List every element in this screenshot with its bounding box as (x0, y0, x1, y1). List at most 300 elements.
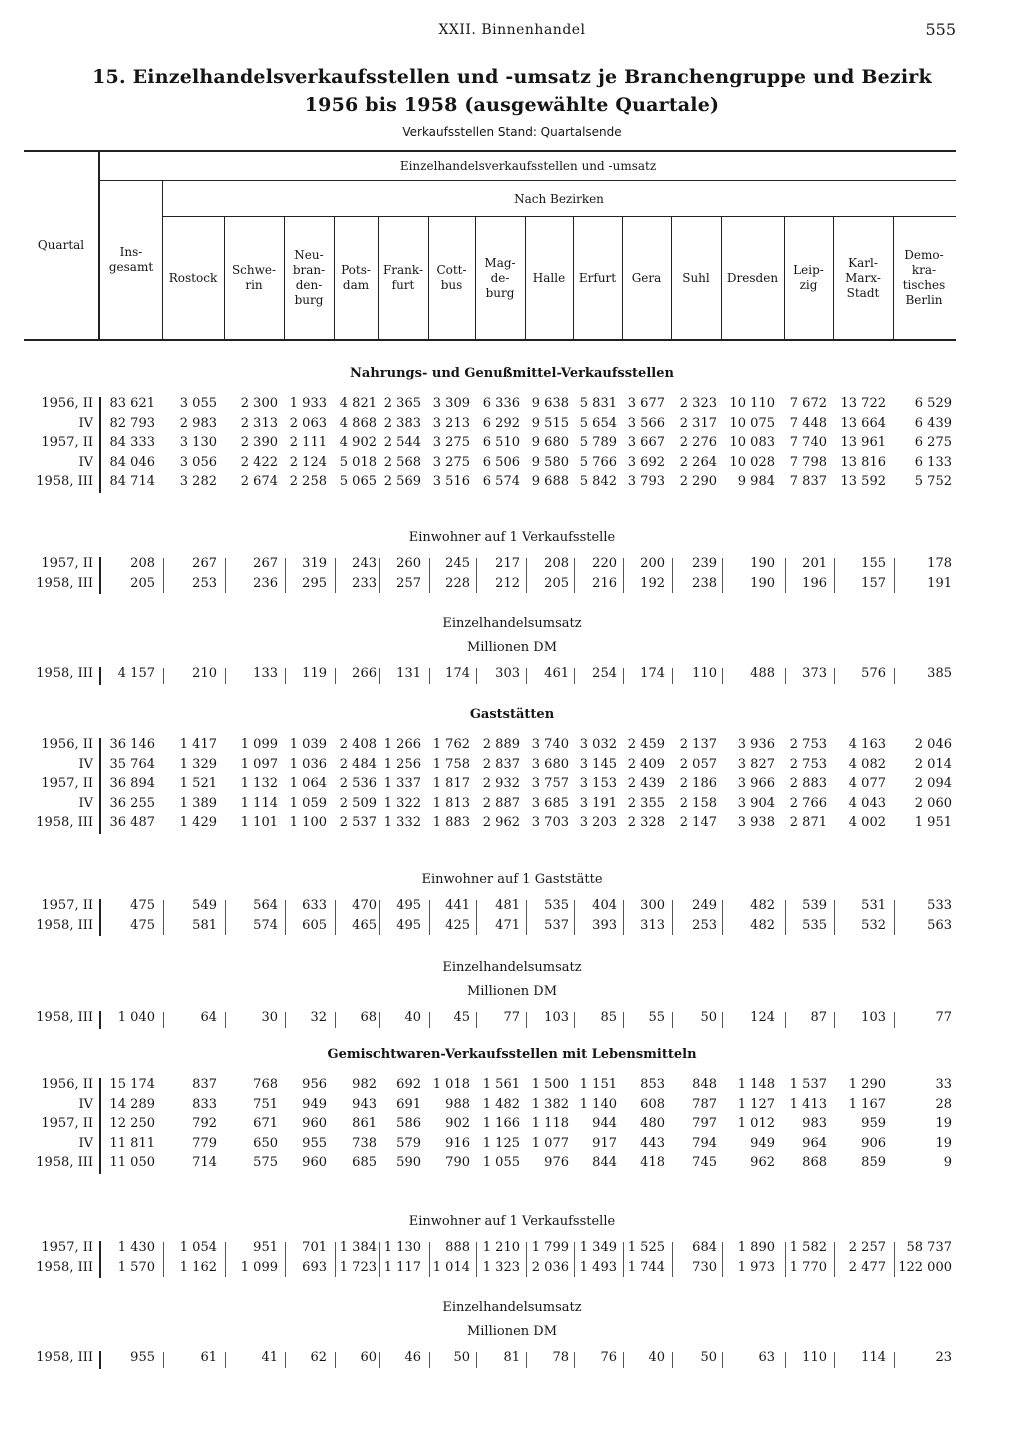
table-cell: 1 570 (117, 1259, 155, 1275)
table-cell: 3 153 (579, 776, 617, 791)
table-cell: 1 290 (848, 1077, 886, 1092)
table-cell: 2 409 (627, 756, 665, 772)
table-cell: 238 (692, 575, 717, 591)
table-cell: 1 799 (531, 1240, 569, 1255)
table-cell: 2 328 (627, 815, 665, 830)
column-header (671, 218, 721, 338)
table-cell: 4 868 (339, 415, 377, 431)
table-cell: 7 448 (789, 415, 827, 431)
table-cell: 119 (302, 666, 327, 681)
table-note: Verkaufsstellen Stand: Quartalsende (402, 125, 622, 139)
table-cell: 787 (692, 1096, 717, 1112)
table-cell: 3 827 (737, 756, 775, 772)
group-header-label: Einzelhandelsverkaufsstellen und -umsatz (399, 158, 657, 173)
table-cell: 9 638 (531, 396, 569, 411)
section-title: Gemischtwaren-Verkaufsstellen mit Lebensmitteln (327, 1047, 697, 1062)
column-tick (476, 900, 477, 935)
column-tick (894, 668, 895, 684)
column-tick (285, 668, 286, 684)
table-cell: 2 147 (679, 815, 717, 830)
table-cell: 64 (200, 1010, 217, 1025)
nach-bezirken-header (162, 182, 956, 216)
table-cell: 190 (750, 556, 775, 571)
table-row (0, 898, 960, 918)
table-cell: 30 (261, 1010, 278, 1025)
column-tick (785, 558, 786, 593)
table-cell: 2 408 (339, 737, 377, 752)
quarter-label: 1958, III (36, 1350, 93, 1365)
table-cell: 5 654 (579, 415, 617, 431)
table-cell: 2 317 (679, 415, 717, 431)
column-header-line: Mag- (484, 255, 516, 270)
table-cell: 3 793 (627, 474, 665, 489)
table-cell: 2 766 (789, 795, 827, 811)
table-cell: 797 (692, 1116, 717, 1131)
table-cell: 50 (700, 1010, 717, 1025)
table-cell: 2 837 (482, 756, 520, 772)
table-cell: 790 (445, 1155, 470, 1170)
column-header (428, 218, 475, 338)
quartal-header (24, 152, 98, 338)
table-cell: 943 (352, 1096, 377, 1112)
table-row (0, 796, 960, 816)
table-cell: 220 (592, 556, 617, 571)
table-cell: 2 014 (914, 756, 952, 772)
table-cell: 983 (802, 1116, 827, 1131)
table-cell: 633 (302, 898, 327, 913)
table-cell: 257 (396, 575, 421, 591)
table-cell: 751 (253, 1096, 278, 1112)
table-cell: 174 (445, 666, 470, 681)
table-cell: 563 (927, 917, 952, 933)
column-tick (163, 1012, 164, 1028)
table-cell: 2 509 (339, 795, 377, 811)
table-cell: 1 167 (848, 1096, 886, 1112)
column-header-line: Demo- (904, 248, 944, 262)
quarter-label: 1957, II (41, 556, 93, 571)
table-cell: 233 (352, 575, 377, 591)
section-title: Einwohner auf 1 Verkaufsstelle (408, 530, 616, 545)
table-cell: 730 (692, 1259, 717, 1275)
table-cell: 1 770 (789, 1259, 827, 1275)
table-cell: 2 753 (789, 737, 827, 752)
column-tick (623, 668, 624, 684)
column-tick (722, 1012, 723, 1028)
table-row (0, 474, 960, 494)
table-row (0, 435, 960, 455)
column-header (284, 218, 334, 338)
table-cell: 848 (692, 1077, 717, 1092)
column-tick (526, 900, 527, 935)
table-cell: 470 (352, 898, 377, 913)
column-header-line: Berlin (905, 293, 943, 307)
quartal-header-label: Quartal (37, 237, 85, 252)
table-cell: 2 036 (531, 1259, 569, 1275)
table-cell: 3 282 (179, 474, 217, 489)
table-cell: 671 (253, 1116, 278, 1131)
table-cell: 103 (861, 1010, 886, 1025)
table-cell: 1 012 (737, 1116, 775, 1131)
table-cell: 373 (802, 666, 827, 681)
table-cell: 2 137 (679, 737, 717, 752)
quarter-label: 1957, II (41, 1240, 93, 1255)
quarter-label: 1957, II (41, 1116, 93, 1131)
table-cell: 1 332 (383, 815, 421, 830)
table-cell: 1 117 (383, 1259, 421, 1275)
table-cell: 1 323 (482, 1259, 520, 1275)
column-tick (574, 900, 575, 935)
table-cell: 46 (404, 1350, 421, 1365)
table-cell: 2 674 (240, 474, 278, 489)
table-cell: 1 055 (482, 1155, 520, 1170)
column-tick (379, 558, 380, 593)
column-tick (379, 1352, 380, 1368)
column-tick (574, 668, 575, 684)
table-cell: 84 046 (109, 454, 155, 470)
table-row (0, 666, 960, 686)
table-cell: 110 (692, 666, 717, 681)
table-cell: 1 384 (339, 1240, 377, 1255)
table-cell: 178 (927, 556, 952, 571)
nach-bezirken-label: Nach Bezirken (514, 191, 604, 206)
table-cell: 4 002 (848, 815, 886, 830)
table-cell: 2 568 (383, 454, 421, 470)
column-tick (894, 1352, 895, 1368)
table-cell: 3 904 (737, 795, 775, 811)
table-cell: 62 (310, 1350, 327, 1365)
table-cell: 249 (692, 898, 717, 913)
table-cell: 50 (700, 1350, 717, 1365)
table-row (0, 576, 960, 596)
column-header-line: bus (440, 278, 463, 292)
column-tick (163, 1242, 164, 1277)
table-cell: 888 (445, 1240, 470, 1255)
table-cell: 480 (640, 1116, 665, 1131)
column-header (378, 218, 428, 338)
column-tick (335, 1012, 336, 1028)
table-cell: 5 831 (579, 396, 617, 411)
quarter-label: 1958, III (36, 474, 93, 489)
table-cell: 253 (692, 917, 717, 933)
table-cell: 9 (943, 1155, 952, 1170)
table-row (0, 815, 960, 835)
table-cell: 313 (640, 917, 665, 933)
stub-rule (99, 557, 101, 594)
table-cell: 693 (302, 1259, 327, 1275)
table-cell: 174 (640, 666, 665, 681)
column-tick (526, 668, 527, 684)
table-cell: 216 (592, 575, 617, 591)
quarter-label: IV (78, 415, 93, 431)
column-tick (335, 900, 336, 935)
table-cell: 3 056 (179, 454, 217, 470)
table-row (0, 776, 960, 796)
column-tick (285, 558, 286, 593)
table-cell: 114 (861, 1350, 886, 1365)
table-cell: 576 (861, 666, 886, 681)
table-cell: 2 459 (627, 737, 665, 752)
table-cell: 196 (802, 575, 827, 591)
column-header-line: Suhl (682, 270, 710, 285)
table-cell: 5 789 (579, 435, 617, 450)
column-tick (429, 1012, 430, 1028)
table-cell: 205 (544, 575, 569, 591)
table-cell: 81 (503, 1350, 520, 1365)
table-cell: 2 932 (482, 776, 520, 791)
column-header-line: Schwe- (231, 263, 277, 277)
column-tick (429, 558, 430, 593)
table-cell: 2 323 (679, 396, 717, 411)
table-cell: 1 125 (482, 1135, 520, 1151)
column-tick (379, 668, 380, 684)
table-cell: 1 430 (117, 1240, 155, 1255)
table-cell: 13 592 (840, 474, 886, 489)
table-cell: 5 752 (914, 474, 952, 489)
table-row (0, 1240, 960, 1260)
stub-rule (99, 397, 101, 493)
table-cell: 1 817 (432, 776, 470, 791)
table-cell: 418 (640, 1155, 665, 1170)
table-cell: 714 (192, 1155, 217, 1170)
table-cell: 13 816 (840, 454, 886, 470)
quarter-label: 1956, II (41, 396, 93, 411)
table-cell: 4 157 (117, 666, 155, 681)
column-header-line: Neu- (294, 248, 324, 262)
table-cell: 404 (592, 898, 617, 913)
column-tick (526, 1352, 527, 1368)
column-tick (574, 1352, 575, 1368)
table-cell: 959 (861, 1116, 886, 1131)
table-cell: 549 (192, 898, 217, 913)
table-cell: 1 210 (482, 1240, 520, 1255)
table-cell: 6 574 (482, 474, 520, 489)
section-unit: Millionen DM (466, 1324, 558, 1339)
column-tick (785, 1352, 786, 1368)
table-cell: 1 099 (240, 1259, 278, 1275)
table-cell: 6 529 (914, 396, 952, 411)
table-cell: 217 (495, 556, 520, 571)
table-cell: 988 (445, 1096, 470, 1112)
table-cell: 579 (396, 1135, 421, 1151)
table-cell: 3 516 (432, 474, 470, 489)
column-tick (476, 668, 477, 684)
table-cell: 1 039 (289, 737, 327, 752)
column-tick (379, 900, 380, 935)
table-cell: 955 (130, 1350, 155, 1365)
table-cell: 2 537 (339, 815, 377, 830)
table-cell: 2 257 (848, 1240, 886, 1255)
table-cell: 6 275 (914, 435, 952, 450)
table-cell: 266 (352, 666, 377, 681)
column-tick (672, 1012, 673, 1028)
table-cell: 87 (810, 1010, 827, 1025)
table-cell: 1 890 (737, 1240, 775, 1255)
column-tick (672, 558, 673, 593)
table-cell: 535 (802, 917, 827, 933)
table-cell: 85 (600, 1010, 617, 1025)
table-cell: 28 (935, 1096, 952, 1112)
table-cell: 2 063 (289, 415, 327, 431)
column-tick (785, 668, 786, 684)
table-cell: 1 349 (579, 1240, 617, 1255)
table-cell: 267 (192, 556, 217, 571)
column-tick (526, 1242, 527, 1277)
table-cell: 385 (927, 666, 952, 681)
table-cell: 1 151 (579, 1077, 617, 1092)
table-row (0, 416, 960, 436)
table-cell: 7 798 (789, 454, 827, 470)
table-cell: 3 740 (531, 737, 569, 752)
table-cell: 2 871 (789, 815, 827, 830)
table-cell: 944 (592, 1116, 617, 1131)
table-cell: 976 (544, 1155, 569, 1170)
stub-rule (99, 738, 101, 834)
table-cell: 1 097 (240, 756, 278, 772)
table-cell: 2 258 (289, 474, 327, 489)
table-cell: 201 (802, 556, 827, 571)
table-cell: 236 (253, 575, 278, 591)
table-cell: 5 842 (579, 474, 617, 489)
group-rule (100, 180, 956, 181)
column-tick (225, 1242, 226, 1277)
table-cell: 393 (592, 917, 617, 933)
table-cell: 1 329 (179, 756, 217, 772)
table-cell: 228 (445, 575, 470, 591)
column-header (893, 218, 955, 338)
table-cell: 853 (640, 1077, 665, 1092)
column-tick (623, 1352, 624, 1368)
table-cell: 1 933 (289, 396, 327, 411)
table-cell: 83 621 (109, 396, 155, 411)
table-cell: 6 336 (482, 396, 520, 411)
table-cell: 1 099 (240, 737, 278, 752)
table-cell: 1 417 (179, 737, 217, 752)
column-tick (834, 668, 835, 684)
table-cell: 1 813 (432, 795, 470, 811)
table-cell: 2 290 (679, 474, 717, 489)
column-tick (574, 1012, 575, 1028)
table-cell: 1 127 (737, 1096, 775, 1112)
table-cell: 532 (861, 917, 886, 933)
stub-rule (99, 1351, 101, 1369)
table-cell: 949 (302, 1096, 327, 1112)
table-cell: 833 (192, 1096, 217, 1112)
table-cell: 3 685 (531, 795, 569, 811)
table-cell: 1 130 (383, 1240, 421, 1255)
column-tick (834, 558, 835, 593)
column-tick (285, 1012, 286, 1028)
table-cell: 133 (253, 666, 278, 681)
table-cell: 2 313 (240, 415, 278, 431)
table-cell: 685 (352, 1155, 377, 1170)
table-cell: 4 043 (848, 795, 886, 811)
table-cell: 3 667 (627, 435, 665, 450)
table-cell: 692 (396, 1077, 421, 1092)
table-cell: 3 145 (579, 756, 617, 772)
table-cell: 2 060 (914, 795, 952, 811)
stub-rule (99, 1241, 101, 1278)
table-cell: 40 (404, 1010, 421, 1025)
table-cell: 1 036 (289, 756, 327, 772)
table-cell: 962 (750, 1155, 775, 1170)
table-cell: 78 (552, 1350, 569, 1365)
table-cell: 768 (253, 1077, 278, 1092)
table-cell: 3 213 (432, 415, 470, 431)
table-cell: 190 (750, 575, 775, 591)
table-cell: 200 (640, 556, 665, 571)
column-header (833, 218, 893, 338)
table-cell: 6 439 (914, 415, 952, 431)
table-cell: 902 (445, 1116, 470, 1131)
table-cell: 2 477 (848, 1259, 886, 1275)
table-cell: 2 983 (179, 415, 217, 431)
table-cell: 192 (640, 575, 665, 591)
table-cell: 859 (861, 1155, 886, 1170)
column-tick (429, 1242, 430, 1277)
table-cell: 61 (200, 1350, 217, 1365)
table-cell: 208 (544, 556, 569, 571)
table-cell: 2 186 (679, 776, 717, 791)
table-cell: 14 289 (109, 1096, 155, 1112)
table-cell: 837 (192, 1077, 217, 1092)
table-cell: 7 672 (789, 396, 827, 411)
table-cell: 36 255 (109, 795, 155, 811)
table-cell: 3 692 (627, 454, 665, 470)
column-tick (379, 1242, 380, 1277)
table-cell: 650 (253, 1135, 278, 1151)
table-cell: 844 (592, 1155, 617, 1170)
column-tick (163, 668, 164, 684)
quarter-label: 1958, III (36, 917, 93, 933)
table-cell: 3 275 (432, 454, 470, 470)
table-cell: 243 (352, 556, 377, 571)
table-cell: 964 (802, 1135, 827, 1151)
table-cell: 2 753 (789, 756, 827, 772)
section-title: Nahrungs- und Genußmittel-Verkaufsstellen (350, 366, 674, 381)
table-cell: 6 510 (482, 435, 520, 450)
table-cell: 3 130 (179, 435, 217, 450)
table-cell: 1 521 (179, 776, 217, 791)
table-cell: 2 046 (914, 737, 952, 752)
stub-rule (99, 1011, 101, 1029)
table-cell: 2 300 (240, 396, 278, 411)
column-tick (335, 558, 336, 593)
quarter-label: IV (78, 795, 93, 811)
table-cell: 2 124 (289, 454, 327, 470)
table-cell: 4 163 (848, 737, 886, 752)
table-cell: 157 (861, 575, 886, 591)
table-cell: 9 515 (531, 415, 569, 431)
table-cell: 7 740 (789, 435, 827, 450)
column-tick (672, 900, 673, 935)
table-cell: 574 (253, 917, 278, 933)
table-cell: 10 083 (729, 435, 775, 450)
table-cell: 191 (927, 575, 952, 591)
column-header-line: bran- (292, 263, 326, 277)
column-tick (285, 1242, 286, 1277)
table-cell: 2 544 (383, 435, 421, 450)
quarter-label: 1958, III (36, 575, 93, 591)
section-unit: Millionen DM (466, 984, 558, 999)
stub-rule (99, 667, 101, 685)
column-tick (722, 1242, 723, 1277)
column-header-line: Stadt (846, 285, 880, 300)
table-cell: 254 (592, 666, 617, 681)
table-cell: 210 (192, 666, 217, 681)
column-header-line: Pots- (341, 263, 371, 277)
column-header-line: Gera (631, 270, 662, 285)
column-tick (785, 900, 786, 935)
